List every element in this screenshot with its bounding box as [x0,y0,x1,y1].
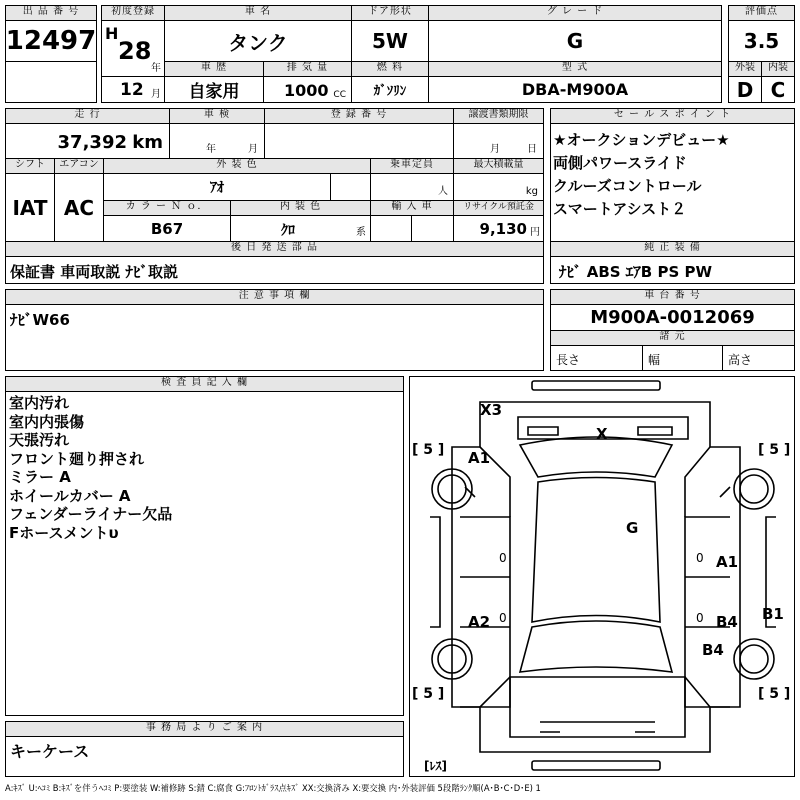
tire-rear-left: [ 5 ] [412,686,445,702]
inspector-line: ホイールカバー A [9,486,131,505]
transfer-deadline [453,123,544,159]
color-number-label: カ ラ ー Ｎ ｏ． [103,200,231,216]
capacity [370,173,454,201]
car-name: タンク [164,20,352,62]
max-load-unit: kg [525,186,538,197]
inspector-line: 天張汚れ [9,431,70,449]
zero-left-upper: 0 [499,551,507,565]
max-load-label: 最大積載量 [453,158,544,174]
mileage-label: 走 行 [5,108,170,124]
import-label: 輸 入 車 [370,200,454,216]
exterior-label: 外装 [728,61,762,77]
inspector-label: 検 査 員 記 入 欄 [5,376,404,392]
zero-right-upper: 0 [696,551,704,565]
interior-label: 内装 [761,61,795,77]
tire-front-right: [ 5 ] [758,442,791,458]
legend: A:ｷｽﾞ U:ﾍｺﾐ B:ｷｽﾞを伴うﾍｺﾐ P:要塗装 W:補修跡 S:錆 C:腐食 G:ﾌﾛﾝﾄｶﾞﾗｽ点ｷｽﾞ XX:交換済み X:要交換 内･外装評価 5段階ﾗﾝｸ順(A･B･C･D･E) 1 [5,783,541,793]
lot-number-blank [5,61,97,103]
vehicle-history: 自家用 [164,76,264,103]
mark-x: X [596,425,608,443]
registration-year: 28 [118,37,152,65]
aircon: AC [54,173,104,242]
inspector-line: フェンダーライナー欠品 [9,505,173,523]
transfer-day-unit: 日 [527,144,537,155]
notes-label: 注 意 事 項 欄 [5,289,544,305]
inspector-line: フロント廻り押され [9,449,145,468]
office-info [5,736,404,777]
model-code: DBA-M900A [428,76,722,103]
fuel: ｶﾞｿﾘﾝ [351,76,429,103]
aircon-label: エアコン [54,158,104,174]
sales-point-item: 両側パワースライド [553,154,687,172]
sales-points-label: セ ー ル ス ポ イ ン ト [550,108,795,124]
transfer-deadline-label: 譲渡書類期限 [453,108,544,124]
spec-height-label: 高さ [728,353,753,367]
interior-grade: C [761,76,795,103]
inspector-line: ミラー A [9,468,71,486]
inspection-month-unit: 月 [248,144,258,155]
door-label: ドア形状 [351,5,429,21]
displacement-label: 排 気 量 [263,61,352,77]
registration-number [264,123,454,159]
year-unit: 年 [151,63,161,74]
inspector-notes [5,391,404,716]
score-label: 評価点 [728,5,795,21]
model-label: 型 式 [428,61,722,77]
office-label: 事 務 局 よ り ご 案 内 [5,721,404,737]
mileage [5,123,170,159]
max-load [453,173,544,201]
spec-width-label: 幅 [648,353,661,367]
grade: G [428,20,722,62]
equipment-label: 純 正 装 備 [550,241,795,257]
lot-number: 12497 [5,20,97,62]
mark-a2: A2 [468,613,491,631]
first-registration-label: 初度登録 [101,5,165,21]
tire-rear-right: [ 5 ] [758,686,791,702]
door-type: 5W [351,20,429,62]
inspector-line: 室内内張傷 [9,412,85,431]
recycle-value: 9,130 [479,220,527,238]
tire-front-left: [ 5 ] [412,442,445,458]
fuel-label: 燃 料 [351,61,429,77]
inspection [169,123,265,159]
mark-g: G [626,519,639,537]
displacement-value: 1000 [284,81,329,100]
recycle-label: リサイクル預託金 [453,200,544,216]
mileage-unit: km [132,132,163,153]
spec-height [722,345,795,371]
grade-label: グ レ ー ド [428,5,722,21]
later-parts-label: 後 日 発 送 部 品 [5,241,544,257]
inspector-line: Fホースメントυ [9,523,119,542]
spec-length-label: 長さ [556,353,581,367]
equipment-value: ﾅﾋﾞ ABS ｴｱB PS PW [559,263,713,281]
inspector-line: 室内汚れ [9,394,70,412]
capacity-label: 乗車定員 [370,158,454,174]
capacity-unit: 人 [438,186,448,197]
registration-number-label: 登 録 番 号 [264,108,454,124]
chassis-number: M900A-0012069 [550,304,795,331]
lot-number-label: 出 品 番 号 [5,5,97,21]
later-parts-value: 保証書 車両取説 ﾅﾋﾞ取説 [10,263,178,281]
damage-diagram [409,376,795,777]
interior-color [230,215,371,242]
spare-tire: [ﾚｽ] [424,759,447,773]
mark-a1-left: A1 [468,449,491,467]
later-parts [5,256,544,284]
import-box-a [370,215,412,242]
displacement-unit: CC [333,90,346,100]
shift-label: シフト [5,158,55,174]
sales-point-item: クルーズコントロール [553,177,702,195]
first-registration-month [101,76,165,103]
displacement [263,76,352,103]
interior-color-value: ｸﾛ [281,223,295,239]
month-unit: 月 [151,89,161,100]
sales-points [550,123,795,242]
shift: IAT [5,173,55,242]
office-value: キーケース [10,742,90,761]
exterior-color-extra [330,173,371,201]
history-label: 車 歴 [164,61,264,77]
zero-right-lower: 0 [696,611,704,625]
recycle-deposit [453,215,544,242]
equipment [550,256,795,284]
zero-left-lower: 0 [499,611,507,625]
color-number: B67 [103,215,231,242]
recycle-unit: 円 [530,227,540,238]
mark-b4-lower: B4 [702,641,724,659]
exterior-grade: D [728,76,762,103]
first-registration-year [101,20,165,77]
mileage-value: 37,392 [57,132,127,153]
mark-a1-right: A1 [716,553,739,571]
spec-label: 諸 元 [550,330,795,346]
mark-x3: X3 [480,401,503,419]
era-letter: H [105,24,119,43]
score: 3.5 [728,20,795,62]
transfer-month-unit: 月 [490,144,500,155]
notes-value: ﾅﾋﾞW66 [10,311,70,329]
mark-b4-right: B4 [716,613,738,631]
exterior-color-label: 外 装 色 [103,158,371,174]
import-box-b [411,215,454,242]
inspection-label: 車 検 [169,108,265,124]
car-name-label: 車 名 [164,5,352,21]
inspection-year-unit: 年 [206,144,216,155]
chassis-label: 車 台 番 号 [550,289,795,305]
sales-point-item: スマートアシスト２ [553,200,687,218]
mark-b1: B1 [762,605,784,623]
spec-length [550,345,643,371]
spec-width [642,345,723,371]
interior-color-unit: 系 [356,227,366,238]
exterior-color: ｱｵ [103,173,331,201]
registration-month: 12 [120,80,144,100]
interior-color-label: 内 装 色 [230,200,371,216]
notes [5,304,544,371]
sales-point-item: ★オークションデビュー★ [553,131,730,149]
